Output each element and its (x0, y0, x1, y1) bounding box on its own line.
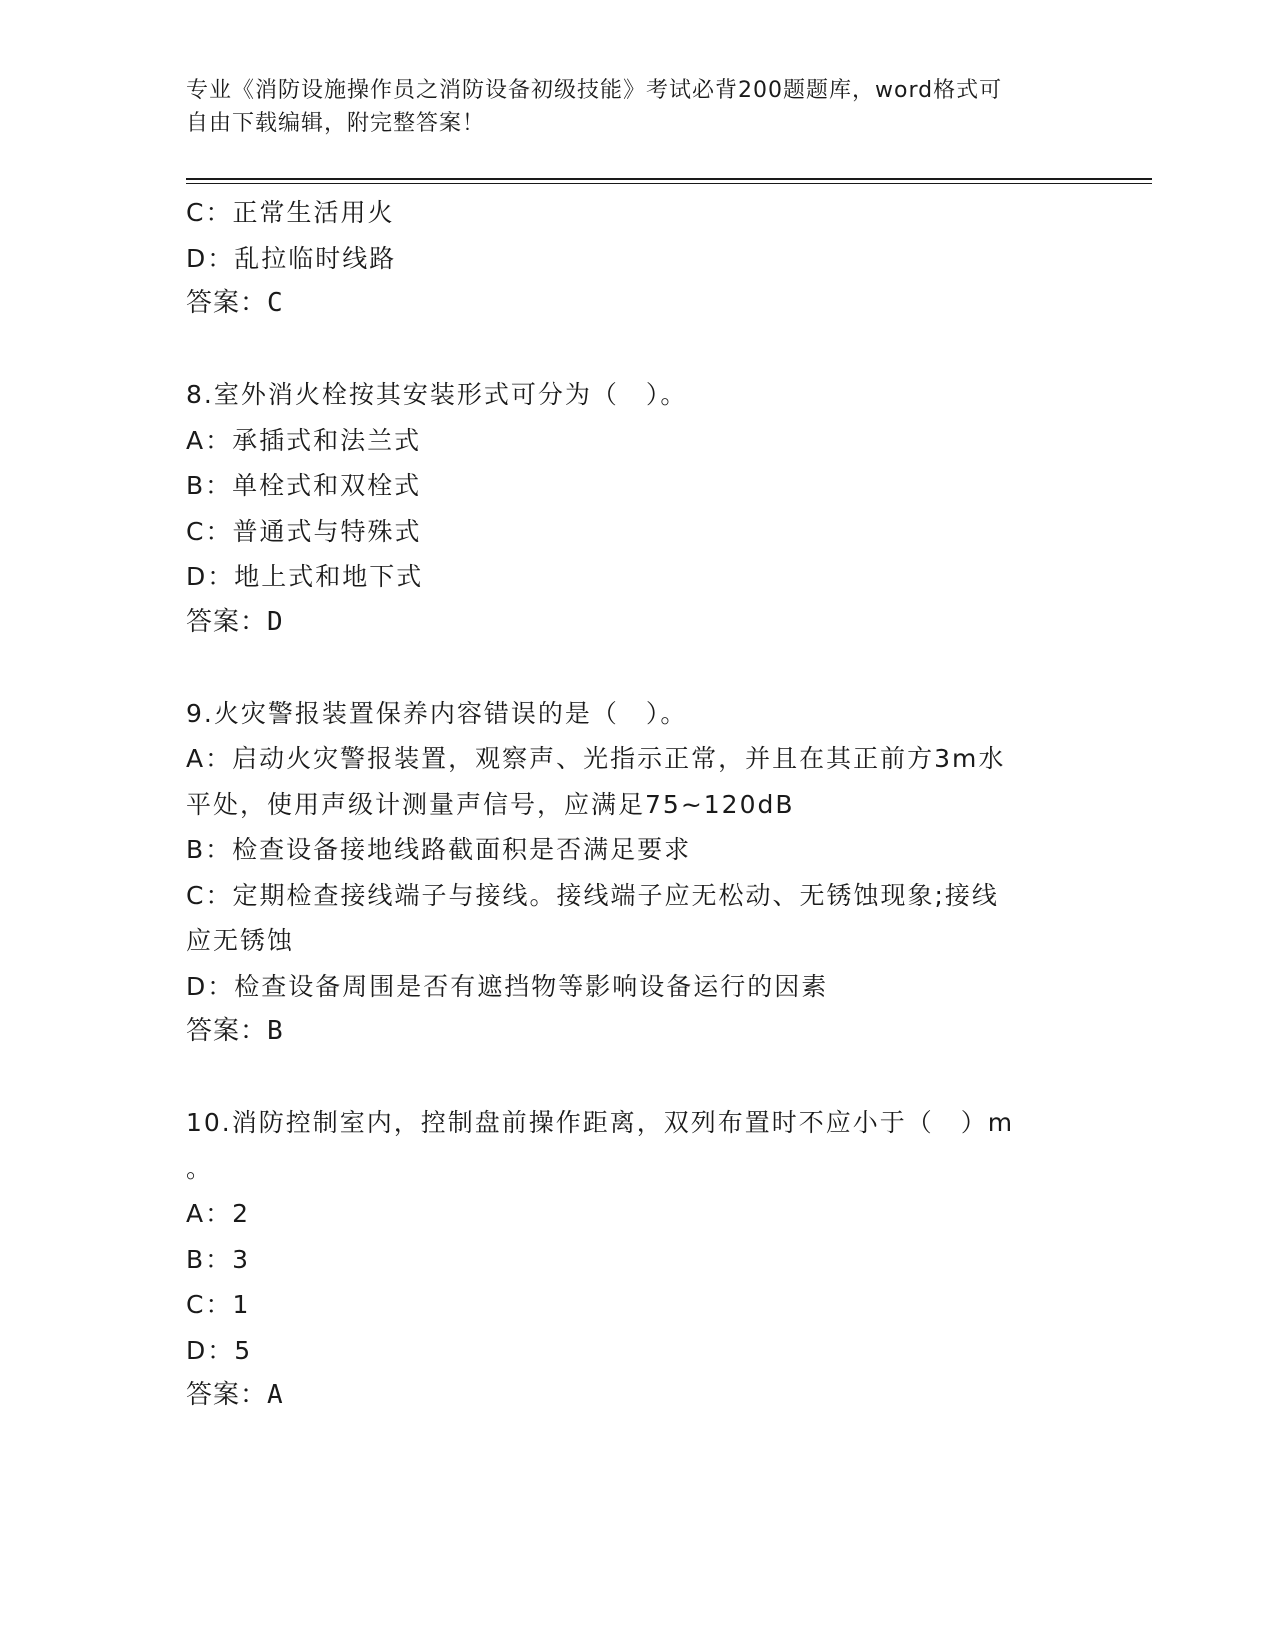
question-list (186, 190, 1066, 1419)
question-9 (186, 691, 1066, 1055)
question-8 (186, 372, 1066, 645)
option-d: D：地上式和地下式 (186, 562, 424, 591)
option-a-line-1: A：启动火灾警报装置，观察声、光指示正常，并且在其正前方3m水 (186, 744, 1006, 773)
option-d: D：乱拉临时线路 (186, 243, 397, 273)
option-a: A：承插式和法兰式 (186, 425, 422, 455)
header-title-line-2: 自由下载编辑，附完整答案！ (186, 111, 486, 136)
question-text-line-1: 10.消防控制室内，控制盘前操作距离，双列布置时不应小于（ ）m (186, 1108, 1015, 1137)
option-a: A：2 (186, 1199, 251, 1228)
option-a-line-2: 平处，使用声级计测量声信号，应满足75~120dB (186, 789, 795, 819)
header-title-line-1: 专业《消防设施操作员之消防设备初级技能》考试必背200题题库，word格式可 (186, 78, 1003, 103)
option-d: D：检查设备周围是否有遮挡物等影响设备运行的因素 (186, 971, 829, 1001)
answer-line: 答案：D (186, 606, 284, 637)
option-c: C：正常生活用火 (186, 198, 395, 227)
option-c-line-1: C：定期检查接线端子与接线。接线端子应无松动、无锈蚀现象;接线 (186, 880, 999, 910)
question-spacer (186, 645, 1066, 691)
question-10 (186, 1100, 1066, 1419)
option-b: B：3 (186, 1244, 251, 1274)
option-d: D：5 (186, 1335, 253, 1365)
option-b: B：检查设备接地线路截面积是否满足要求 (186, 835, 692, 864)
option-b: B：单栓式和双栓式 (186, 471, 422, 500)
header-divider-thin (186, 183, 1152, 184)
question-text: 9.火灾警报装置保养内容错误的是（ ）。 (186, 698, 688, 728)
question-text-line-2: 。 (186, 1153, 214, 1183)
option-c: C：1 (186, 1290, 251, 1319)
option-c: C：普通式与特殊式 (186, 516, 422, 546)
answer-line: 答案：C (186, 288, 284, 318)
option-c-line-2: 应无锈蚀 (186, 926, 295, 955)
document-header (186, 74, 1066, 140)
header-divider-thick (186, 178, 1152, 180)
question-7-tail (186, 190, 1066, 327)
question-spacer (186, 327, 1066, 373)
question-spacer (186, 1055, 1066, 1101)
answer-line: 答案：A (186, 1380, 284, 1410)
question-text: 8.室外消火栓按其安装形式可分为（ ）。 (186, 380, 688, 409)
answer-line: 答案：B (186, 1016, 284, 1046)
